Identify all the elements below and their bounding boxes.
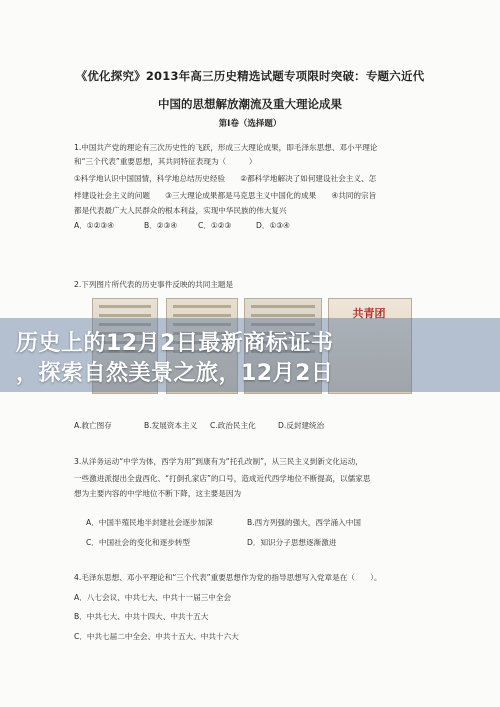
q3-option-b: B.西方列强的强大，西学涌入中国 — [247, 518, 361, 527]
q2-option-a: A.救亡图存 — [74, 421, 112, 430]
q1-option-c: C．①②③ — [198, 221, 232, 230]
q1-option-d: D．①③④ — [256, 221, 290, 230]
q2-option-c: C.政治民主化 — [210, 421, 256, 430]
q4-option-b: B．中共七大、中共十四大、中共十五大 — [74, 612, 209, 621]
q2-option-b: B.发展资本主义 — [144, 421, 198, 430]
q3-option-c: C．中国社会的变化和逐步转型 — [86, 538, 191, 547]
magazine-masthead: 共青团 — [352, 307, 386, 320]
q2-option-d: D.反封建统治 — [278, 421, 325, 430]
q3-line: 想为主要内容的中学地位不断下降，这主要是因为 — [74, 489, 242, 498]
q4-option-c: C．中共七届二中全会、中共十五大、中共十六大 — [74, 632, 239, 641]
q4-option-a: A．八七会议、中共七大、中共十一届三中全会 — [74, 593, 232, 602]
q3-line: 一些激进派提出全盘西化、“打倒孔家店”的口号，造成近代西学地位不断提高，以儒家思 — [74, 474, 371, 483]
q1-line: 和“三个代表”重要思想，其共同特征表现为（ ） — [74, 157, 257, 166]
q1-option-a: A．①②③④ — [74, 221, 115, 230]
section-heading: 第Ⅰ卷（选择题） — [218, 119, 282, 129]
q1-option-b: B．②③④ — [144, 221, 178, 230]
title-banner — [0, 318, 500, 392]
q1-line: ①科学地认识中国国情，科学地总结历史经验 ②都科学地解决了如何建设社会主义、怎 — [74, 174, 377, 183]
banner-title-line1: 历史上的12月2日最新商标证书 — [16, 331, 334, 356]
q3-line: 3.从洋务运动“中学为体，西学为用”到康有为“托孔改制”，从三民主义到新文化运动， — [74, 457, 363, 466]
q1-line: 样建设社会主义的问题 ③三大理论成果都是马克思主义中国化的成果 ④共同的宗旨 — [74, 191, 377, 200]
q1-line: 1.中国共产党的理论有三次历史性的飞跃，形成三大理论成果，即毛泽东思想、邓小平理论 — [74, 143, 378, 152]
document-title: 《优化探究》2013年高三历史精选试题专项限时突破：专题六近代 — [75, 69, 425, 83]
q1-line: 都是代表最广大人民群众的根本利益，实现中华民族的伟大复兴 — [74, 206, 287, 215]
document-title-line2: 中国的思想解放潮流及重大理论成果 — [158, 97, 342, 111]
q3-option-a: A．中国半殖民地半封建社会逐步加深 — [86, 518, 213, 527]
q2-stem: 2.下列图片所代表的历史事件反映的共同主题是 — [74, 280, 234, 289]
q4-stem: 4.毛泽东思想、邓小平理论和“三个代表”重要思想作为党的指导思想写入党章是在（ ）。 — [74, 573, 382, 582]
q3-option-d: D．知识分子思想逐渐激进 — [247, 538, 337, 547]
banner-title-line2: ，探索自然美景之旅，12月2日 — [16, 361, 334, 386]
